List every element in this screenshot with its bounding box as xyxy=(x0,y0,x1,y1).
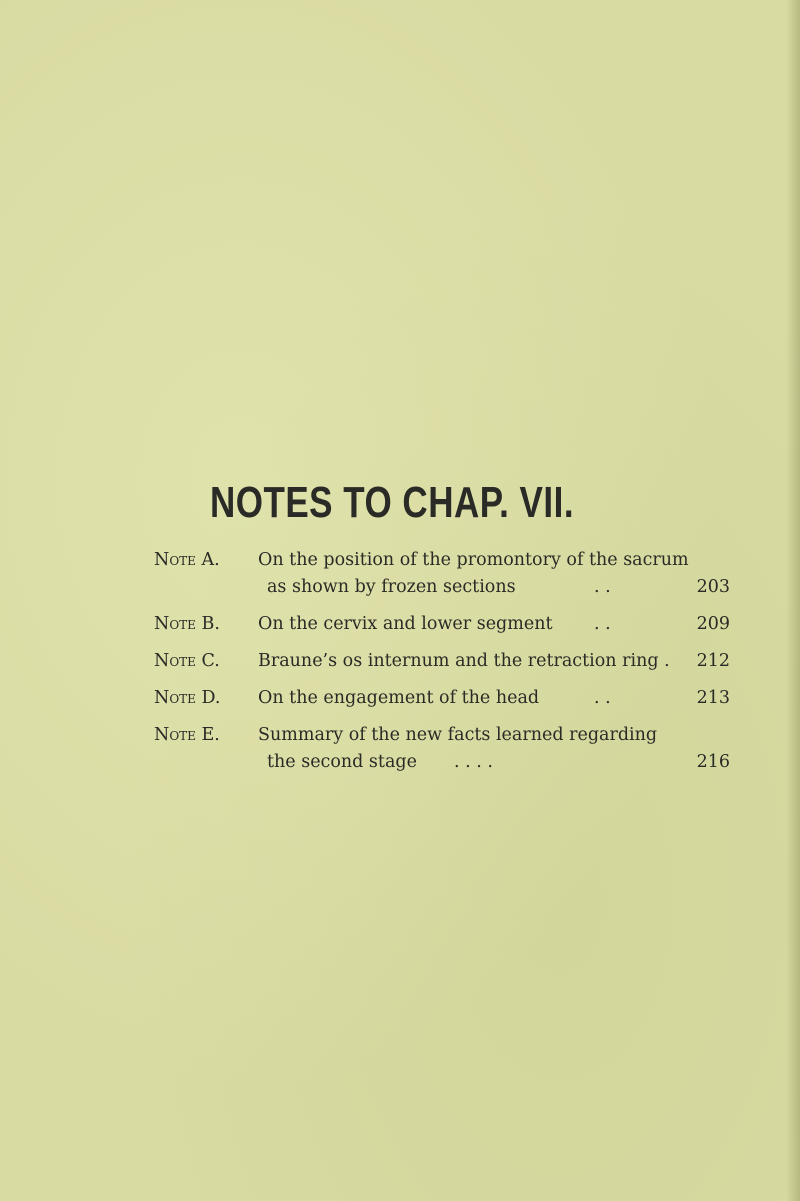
leader-dots: . . xyxy=(594,688,611,708)
note-entry-a xyxy=(154,547,744,601)
page-number: 209 xyxy=(696,614,730,634)
note-entry-d xyxy=(154,685,744,712)
note-entry-b xyxy=(154,611,744,638)
note-label: Note E. xyxy=(154,725,220,745)
page-number: 216 xyxy=(696,752,730,772)
note-entry-e xyxy=(154,722,744,776)
note-title: On the cervix and lower segment xyxy=(258,614,553,634)
page-number: 212 xyxy=(696,651,730,671)
note-title: On the position of the promontory of the sacrum xyxy=(258,550,689,570)
page-number: 203 xyxy=(696,577,730,597)
note-title-continued: the second stage xyxy=(267,752,417,772)
leader-dots: . . . . xyxy=(454,752,493,772)
page-edge-shadow xyxy=(786,0,800,1201)
note-title: On the engagement of the head xyxy=(258,688,540,708)
page-number: 213 xyxy=(696,688,730,708)
note-title: Summary of the new facts learned regarding xyxy=(258,725,658,745)
leader-dots: . . xyxy=(594,614,611,634)
note-label: Note C. xyxy=(154,651,220,671)
note-entry-c xyxy=(154,648,744,675)
note-label: Note A. xyxy=(154,550,220,570)
note-title-continued: as shown by frozen sections xyxy=(267,577,516,597)
note-title: Braune’s os internum and the retraction ring . xyxy=(258,651,670,671)
note-label: Note D. xyxy=(154,688,221,708)
notes-list xyxy=(154,547,744,776)
leader-dots: . . xyxy=(594,577,611,597)
section-title: NOTES TO CHAP. VII. xyxy=(209,478,575,527)
note-label: Note B. xyxy=(154,614,220,634)
